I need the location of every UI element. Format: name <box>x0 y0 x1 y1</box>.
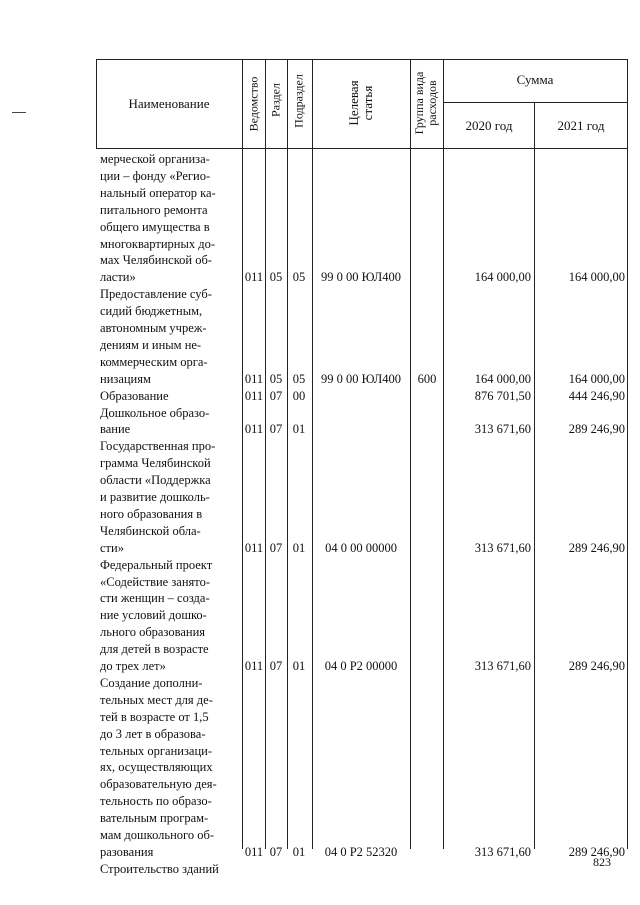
sum-header-divider <box>443 102 627 103</box>
row-name-line: Строительство зданий <box>100 861 219 876</box>
col-border-ved <box>265 59 266 849</box>
cell-target: 04 0 P2 00000 <box>324 659 398 673</box>
cell-podrazdel: 01 <box>292 844 306 859</box>
cell-sum-2020: 313 671,60 <box>474 422 531 437</box>
row-name-line: вание <box>100 422 131 437</box>
row-name-line: и развитие дошколь- <box>100 490 210 504</box>
row-name-line: тей в возрасте от 1,5 <box>100 709 209 724</box>
row-name-line: тельных организаци- <box>100 743 212 758</box>
cell-vedomstvo: 011 <box>244 371 264 386</box>
header-target-line1: Целевая <box>346 80 361 126</box>
row-name-line: Дошкольное образо- <box>100 405 210 420</box>
col-border-left <box>96 59 97 149</box>
row-name-line: ние условий дошко- <box>100 608 207 623</box>
row-name-line: Федеральный проект <box>100 557 213 572</box>
row-name-line: образовательную дея- <box>100 777 217 792</box>
header-year-2021: 2021 год <box>557 118 605 133</box>
header-exptype-line1: Группа вида <box>412 71 426 135</box>
cell-vedomstvo: 011 <box>244 270 264 285</box>
header-sum: Сумма <box>516 72 554 87</box>
row-name-line: многоквартирных до- <box>100 236 215 251</box>
row-name-line: Государственная про- <box>100 439 216 454</box>
row-name-line: ции – фонду «Регио- <box>100 168 211 183</box>
cell-sum-2021: 164 000,00 <box>568 270 625 285</box>
cell-sum-2021: 289 246,90 <box>568 540 625 555</box>
col-border-target <box>410 59 411 849</box>
row-name-line: питального ремонта <box>100 202 208 217</box>
cell-target: 04 0 P2 52320 <box>324 844 398 859</box>
header-year-2020: 2020 год <box>465 118 513 133</box>
cell-razdel: 07 <box>269 540 283 555</box>
cell-razdel: 07 <box>269 422 283 437</box>
cell-podrazdel: 05 <box>292 270 306 285</box>
margin-mark <box>12 112 26 113</box>
header-target <box>347 80 375 125</box>
row-name-line: сидий бюджетным, <box>100 304 203 319</box>
row-name-line: до трех лет» <box>100 659 166 673</box>
col-border-name <box>242 59 243 849</box>
col-border-group <box>443 59 444 849</box>
row-name-line: грамма Челябинской <box>100 456 211 471</box>
row-name-line: коммерческим орга- <box>100 354 208 369</box>
header-name: Наименование <box>128 96 210 111</box>
row-name-line: мерческой организа- <box>100 152 210 166</box>
row-name-line: Создание дополни- <box>100 675 203 690</box>
cell-target: 99 0 00 ЮЛ400 <box>320 371 402 386</box>
table-top-border <box>96 59 627 60</box>
cell-target: 04 0 00 00000 <box>325 540 397 555</box>
cell-razdel: 05 <box>269 371 283 386</box>
cell-sum-2020: 876 701,50 <box>474 388 531 403</box>
row-name-line: сти женщин – созда- <box>100 591 210 606</box>
row-name-line: вательным програм- <box>100 811 209 826</box>
cell-sum-2021: 444 246,90 <box>568 388 625 403</box>
cell-razdel: 07 <box>269 659 283 673</box>
row-name-line: тельных мест для де- <box>100 692 213 707</box>
row-name-line: разования <box>100 844 154 859</box>
col-border-razdel <box>287 59 288 849</box>
cell-target: 99 0 00 ЮЛ400 <box>320 270 402 285</box>
row-name-line: для детей в возрасте <box>100 642 209 657</box>
row-name-line: тельность по образо- <box>100 794 212 809</box>
cell-vedomstvo: 011 <box>244 388 264 403</box>
col-border-right <box>627 59 628 849</box>
cell-podrazdel: 01 <box>292 422 306 437</box>
row-name-line: дениям и иным не- <box>100 337 202 352</box>
cell-sum-2021: 289 246,90 <box>568 659 625 673</box>
cell-razdel: 07 <box>269 388 283 403</box>
cell-sum-2020: 313 671,60 <box>474 659 531 673</box>
header-exptype-line2: расходов <box>425 80 439 126</box>
cell-sum-2021: 289 246,90 <box>568 844 625 859</box>
cell-podrazdel: 05 <box>292 371 306 386</box>
cell-vedomstvo: 011 <box>244 659 264 673</box>
cell-sum-2020: 313 671,60 <box>474 540 531 555</box>
header-bottom-border <box>96 148 627 149</box>
row-name-line: ного образования в <box>100 506 203 521</box>
row-name-line: низациям <box>100 371 151 386</box>
row-name-line: сти» <box>100 540 124 555</box>
cell-sum-2021: 164 000,00 <box>568 371 625 386</box>
row-name-line: общего имущества в <box>100 219 210 234</box>
cell-razdel: 05 <box>269 270 283 285</box>
cell-podrazdel: 01 <box>292 659 306 673</box>
row-name-line: мах Челябинской об- <box>100 253 212 268</box>
row-name-line: Образование <box>100 388 169 403</box>
row-name-line: до 3 лет в образова- <box>100 726 206 741</box>
col-border-2020 <box>534 102 535 849</box>
row-name-line: Челябинской обла- <box>100 523 201 538</box>
page-number: 823 <box>593 855 611 869</box>
cell-sum-2021: 289 246,90 <box>568 422 625 437</box>
row-name-line: ласти» <box>100 270 136 285</box>
header-department: Ведомство <box>246 76 261 132</box>
cell-vedomstvo: 011 <box>244 540 264 555</box>
cell-group: 600 <box>417 371 437 386</box>
cell-sum-2020: 164 000,00 <box>474 371 531 386</box>
cell-razdel: 07 <box>269 844 283 859</box>
header-target-line2: статья <box>360 85 375 121</box>
row-name-line: ях, осуществляющих <box>100 760 213 775</box>
col-border-podrazdel <box>312 59 313 849</box>
row-name-line: мам дошкольного об- <box>100 828 215 842</box>
cell-sum-2020: 164 000,00 <box>474 270 531 285</box>
cell-sum-2020: 313 671,60 <box>474 844 531 859</box>
row-name-line: области «Поддержка <box>100 473 211 488</box>
row-name-line: нальный оператор ка- <box>100 185 216 200</box>
cell-podrazdel: 01 <box>292 540 306 555</box>
row-name-line: Предоставление суб- <box>100 287 212 302</box>
row-name-line: льного образования <box>100 625 206 640</box>
row-name-line: «Содействие занято- <box>100 574 210 589</box>
cell-vedomstvo: 011 <box>244 422 264 437</box>
cell-vedomstvo: 011 <box>244 844 264 859</box>
header-exptype <box>413 72 439 135</box>
header-section: Раздел <box>268 83 283 117</box>
cell-podrazdel: 00 <box>292 388 306 403</box>
header-subsection: Подраздел <box>291 74 306 128</box>
row-name-line: автономным учреж- <box>100 321 207 335</box>
